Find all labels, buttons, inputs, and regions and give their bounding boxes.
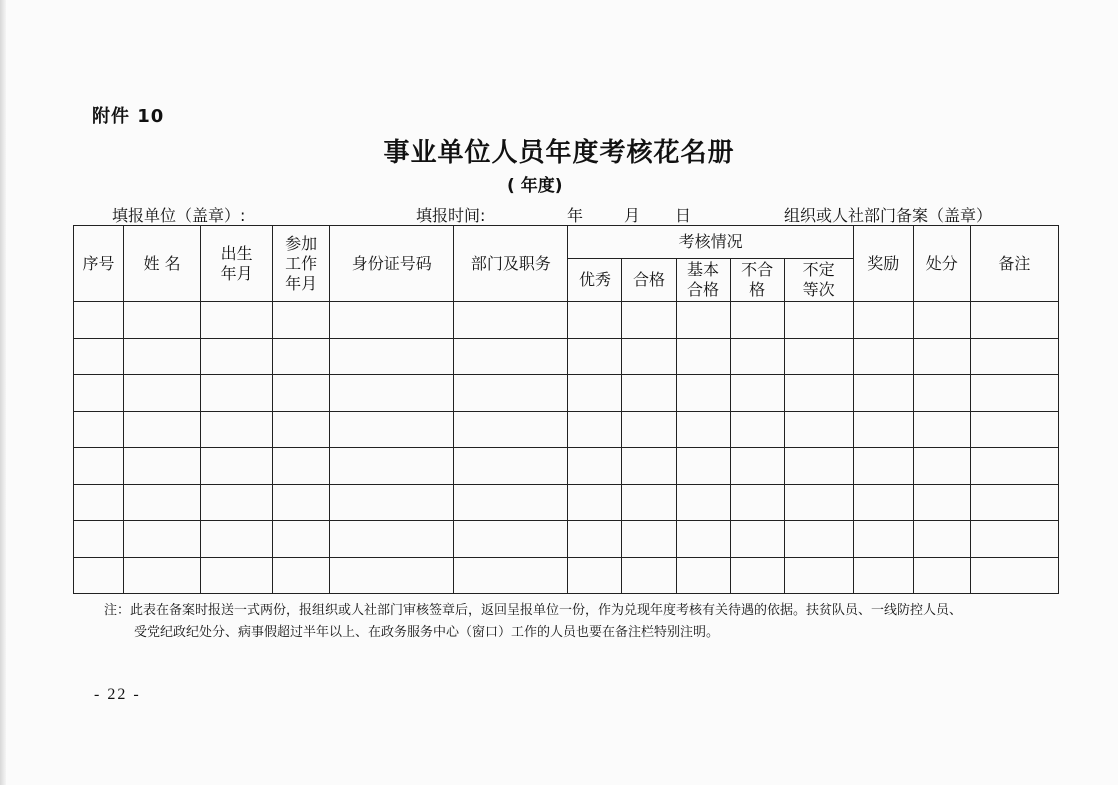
header-birth-text: 出生年月 <box>220 243 253 283</box>
header-reward: 奖励 <box>853 226 913 302</box>
table-cell[interactable] <box>676 484 730 521</box>
header-id-number: 身份证号码 <box>330 226 454 302</box>
table-row <box>74 484 1059 521</box>
table-cell[interactable] <box>730 411 784 448</box>
table-cell[interactable] <box>330 338 454 375</box>
header-remarks: 备注 <box>970 226 1058 302</box>
table-cell[interactable] <box>622 448 676 485</box>
table-cell[interactable] <box>568 557 622 594</box>
table-cell[interactable] <box>124 411 201 448</box>
table-row <box>74 557 1059 594</box>
footnote-line-2: 受党纪政纪处分、病事假超过半年以上、在政务服务中心（窗口）工作的人员也要在备注栏特别注明。 <box>134 625 720 640</box>
header-join-work-text: 参加工作年月 <box>285 233 318 293</box>
table-cell[interactable] <box>454 484 568 521</box>
table-cell[interactable] <box>454 411 568 448</box>
table-cell[interactable] <box>568 375 622 412</box>
table-cell[interactable] <box>784 375 853 412</box>
table-cell[interactable] <box>124 557 201 594</box>
footnote-line-1: 注：此表在备案时报送一式两份，报组织或人社部门审核签章后，返回呈报单位一份，作为兑现年度考核有关待遇的依据。扶贫队员、一线防控人员、 <box>104 603 963 618</box>
table-cell[interactable] <box>124 484 201 521</box>
table-cell[interactable] <box>201 411 273 448</box>
table-cell[interactable] <box>622 338 676 375</box>
table-row <box>74 302 1059 339</box>
table-cell[interactable] <box>853 375 913 412</box>
table-cell[interactable] <box>970 448 1058 485</box>
table-cell[interactable] <box>853 338 913 375</box>
table-cell[interactable] <box>330 302 454 339</box>
fill-year-label: 年 <box>567 206 584 225</box>
table-cell[interactable] <box>124 521 201 558</box>
table-cell[interactable] <box>201 338 273 375</box>
table-cell[interactable] <box>273 375 330 412</box>
table-row <box>74 521 1059 558</box>
table-cell[interactable] <box>74 557 124 594</box>
table-cell[interactable] <box>622 521 676 558</box>
table-cell[interactable] <box>201 448 273 485</box>
attachment-label: 附件 10 <box>92 106 165 127</box>
table-cell[interactable] <box>970 411 1058 448</box>
header-dept-position: 部门及职务 <box>454 226 568 302</box>
table-cell[interactable] <box>853 557 913 594</box>
table-cell[interactable] <box>730 484 784 521</box>
table-cell[interactable] <box>568 411 622 448</box>
table-cell[interactable] <box>201 375 273 412</box>
table-row <box>74 411 1059 448</box>
header-unqualified <box>730 259 784 302</box>
table-cell[interactable] <box>676 338 730 375</box>
header-row-1 <box>74 226 1059 259</box>
table-cell[interactable] <box>454 557 568 594</box>
header-join-work <box>273 226 330 302</box>
table-cell[interactable] <box>330 521 454 558</box>
table-cell[interactable] <box>454 338 568 375</box>
table-cell[interactable] <box>784 484 853 521</box>
table-cell[interactable] <box>454 448 568 485</box>
table-cell[interactable] <box>784 448 853 485</box>
roster-table <box>73 225 1059 594</box>
page-number: - 22 - <box>94 686 141 703</box>
header-birth <box>201 226 273 302</box>
year-subtitle: ( 年度) <box>507 176 563 196</box>
table-cell[interactable] <box>568 484 622 521</box>
table-cell[interactable] <box>273 448 330 485</box>
page-title: 事业单位人员年度考核花名册 <box>383 138 735 168</box>
table-cell[interactable] <box>622 557 676 594</box>
header-undetermined-text: 不定等次 <box>802 260 835 299</box>
table-cell[interactable] <box>853 411 913 448</box>
fill-day-label: 日 <box>675 206 692 225</box>
table-cell[interactable] <box>730 375 784 412</box>
table-cell[interactable] <box>568 338 622 375</box>
table-cell[interactable] <box>676 375 730 412</box>
table-cell[interactable] <box>970 557 1058 594</box>
table-row <box>74 448 1059 485</box>
table-cell[interactable] <box>913 484 970 521</box>
table-cell[interactable] <box>273 521 330 558</box>
table-cell[interactable] <box>784 521 853 558</box>
footnote <box>104 600 1044 644</box>
table-cell[interactable] <box>273 557 330 594</box>
table-cell[interactable] <box>913 521 970 558</box>
table-cell[interactable] <box>913 448 970 485</box>
table-cell[interactable] <box>913 411 970 448</box>
table-cell[interactable] <box>330 375 454 412</box>
header-basic-qualified-text: 基本合格 <box>687 260 720 299</box>
record-stamp-label: 组织或人社部门备案（盖章） <box>784 206 993 225</box>
table-cell[interactable] <box>853 484 913 521</box>
table-cell[interactable] <box>273 302 330 339</box>
fill-month-label: 月 <box>624 206 641 225</box>
header-assessment: 考核情况 <box>568 226 853 259</box>
table-cell[interactable] <box>454 375 568 412</box>
table-cell[interactable] <box>913 375 970 412</box>
header-name: 姓 名 <box>124 226 201 302</box>
roster-body <box>74 302 1059 594</box>
table-cell[interactable] <box>730 557 784 594</box>
table-cell[interactable] <box>201 521 273 558</box>
table-cell[interactable] <box>730 521 784 558</box>
table-cell[interactable] <box>913 338 970 375</box>
table-cell[interactable] <box>853 448 913 485</box>
header-punishment: 处分 <box>913 226 970 302</box>
table-row <box>74 375 1059 412</box>
fill-time-label: 填报时间: <box>416 206 486 225</box>
table-cell[interactable] <box>913 557 970 594</box>
table-cell[interactable] <box>730 338 784 375</box>
table-cell[interactable] <box>568 448 622 485</box>
table-cell[interactable] <box>124 448 201 485</box>
table-cell[interactable] <box>784 557 853 594</box>
table-cell[interactable] <box>730 448 784 485</box>
table-cell[interactable] <box>124 302 201 339</box>
table-cell[interactable] <box>730 302 784 339</box>
header-undetermined <box>784 259 853 302</box>
page-edge <box>0 0 6 785</box>
table-cell[interactable] <box>676 557 730 594</box>
table-cell[interactable] <box>568 302 622 339</box>
table-cell[interactable] <box>124 375 201 412</box>
table-cell[interactable] <box>124 338 201 375</box>
table-cell[interactable] <box>74 521 124 558</box>
table-cell[interactable] <box>970 521 1058 558</box>
table-cell[interactable] <box>853 521 913 558</box>
table-cell[interactable] <box>784 411 853 448</box>
header-basic-qualified <box>676 259 730 302</box>
table-cell[interactable] <box>970 484 1058 521</box>
table-cell[interactable] <box>201 557 273 594</box>
table-cell[interactable] <box>273 484 330 521</box>
table-cell[interactable] <box>74 302 124 339</box>
header-excellent: 优秀 <box>568 259 622 302</box>
table-cell[interactable] <box>622 484 676 521</box>
fill-unit-label: 填报单位（盖章）: <box>112 206 246 225</box>
table-cell[interactable] <box>74 375 124 412</box>
table-cell[interactable] <box>853 302 913 339</box>
table-cell[interactable] <box>201 484 273 521</box>
table-cell[interactable] <box>784 302 853 339</box>
table-cell[interactable] <box>273 411 330 448</box>
table-cell[interactable] <box>970 302 1058 339</box>
header-seq: 序号 <box>74 226 124 302</box>
table-cell[interactable] <box>74 338 124 375</box>
header-unqualified-text: 不合格 <box>741 260 774 299</box>
table-cell[interactable] <box>330 557 454 594</box>
table-cell[interactable] <box>676 411 730 448</box>
table-cell[interactable] <box>330 411 454 448</box>
table-cell[interactable] <box>454 302 568 339</box>
table-cell[interactable] <box>622 302 676 339</box>
table-cell[interactable] <box>676 521 730 558</box>
table-cell[interactable] <box>330 448 454 485</box>
table-cell[interactable] <box>676 448 730 485</box>
table-cell[interactable] <box>676 302 730 339</box>
header-qualified: 合格 <box>622 259 676 302</box>
table-cell[interactable] <box>784 338 853 375</box>
table-cell[interactable] <box>913 302 970 339</box>
table-cell[interactable] <box>74 411 124 448</box>
table-cell[interactable] <box>330 484 454 521</box>
table-cell[interactable] <box>454 521 568 558</box>
table-cell[interactable] <box>970 375 1058 412</box>
table-cell[interactable] <box>74 484 124 521</box>
table-cell[interactable] <box>74 448 124 485</box>
table-cell[interactable] <box>622 375 676 412</box>
table-cell[interactable] <box>568 521 622 558</box>
table-cell[interactable] <box>970 338 1058 375</box>
table-cell[interactable] <box>201 302 273 339</box>
table-row <box>74 338 1059 375</box>
table-cell[interactable] <box>622 411 676 448</box>
table-cell[interactable] <box>273 338 330 375</box>
